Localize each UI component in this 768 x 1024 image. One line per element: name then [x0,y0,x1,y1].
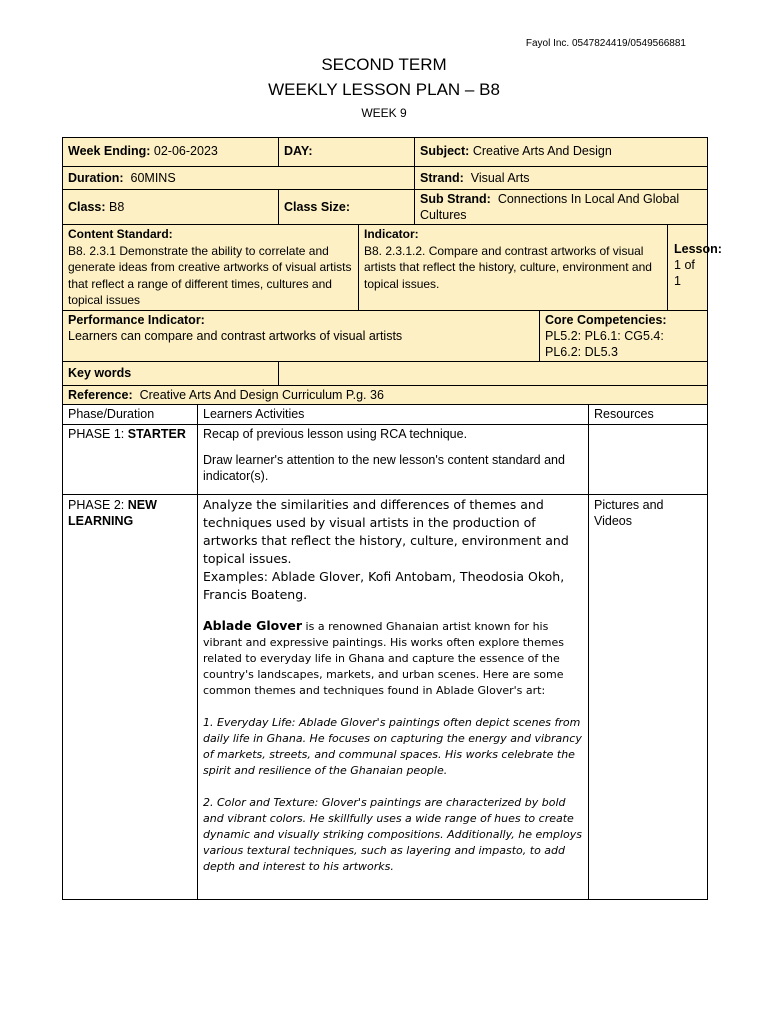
reference-value: Creative Arts And Design Curriculum P.g. 36 [139,387,384,402]
phase1-label: PHASE 1: [68,427,125,441]
class-value: B8 [109,200,125,214]
lesson-label: Lesson: [674,242,722,256]
theme-point-everyday-life: 1. Everyday Life: Ablade Glover's paintings often depict scenes from daily life in Ghana. He focuses on capturing the energy and vibrancy of markets, streets, and communal spaces. His works celebrate the spirit and resilience of the Ghanaian people. [203,716,582,777]
reference-label: Reference: [68,387,133,402]
theme-point-color-texture: 2. Color and Texture: Glover's paintings are characterized by bold and vibrant colors. He skillfully uses a wide range of hues to create dynamic and visually striking compositions. Additionally, he employs various textural techniques, such as layering and impasto, to add depth and interest to his artworks. [203,796,582,873]
phase1-activity-attention: Draw learner's attention to the new lesson's content standard and indicator(s). [203,453,565,483]
lesson-info-table [62,137,722,423]
header-contact-note: Fayol Inc. 0547824419/0549566881 [525,38,686,49]
class-label: Class: [68,200,106,214]
term-title: SECOND TERM [321,55,447,74]
indicator-value: B8. 2.3.1.2. Compare and contrast artworks of visual artists that reflect the history, culture, environment and topical issues. [364,243,652,291]
key-words-label: Key words [68,365,132,380]
phase1-resources [589,425,708,495]
sub-strand-label: Sub Strand: [420,192,491,206]
lesson-plan-title: WEEKLY LESSON PLAN – B8 [268,80,500,99]
subject-value: Creative Arts And Design [472,144,612,158]
phase1-label-bold: STARTER [127,427,186,441]
week-ending-label: Week Ending: [68,144,151,158]
phase2-intro: Analyze the similarities and differences of themes and techniques used by visual artists in the production of artworks that reflect the history, culture, environment and topical issues. [203,497,569,566]
strand-label: Strand: [420,171,464,185]
phase2-examples: Examples: Ablade Glover, Kofi Antobam, Theodosia Okoh, Francis Boateng. [203,569,565,602]
header-learners-activities: Learners Activities [198,405,589,425]
header-resources: Resources [589,405,708,425]
week-title: WEEK 9 [361,106,407,120]
core-competencies-value: PL5.2: PL6.1: CG5.4: PL6.2: DL5.3 [545,328,664,359]
phases-table [62,404,708,900]
performance-indicator-label: Performance Indicator: [68,312,205,327]
core-competencies-label: Core Competencies: [545,312,667,327]
indicator-label: Indicator: [364,227,419,241]
day-label: DAY: [284,144,313,158]
class-size-label: Class Size: [284,200,351,214]
header-phase-duration: Phase/Duration [63,405,198,425]
duration-value: 60MINS [130,171,176,185]
phase1-activity-recap: Recap of previous lesson using RCA technique. [203,427,468,441]
phase2-label: PHASE 2: [68,498,125,512]
duration-label: Duration: [68,171,124,185]
artist-name: Ablade Glover [203,618,303,633]
lesson-value: 1 of 1 [674,258,695,288]
week-ending-value: 02-06-2023 [153,144,218,158]
subject-label: Subject: [420,144,470,158]
strand-value: Visual Arts [470,171,530,185]
content-standard-label: Content Standard: [68,227,173,241]
phase2-resources: Pictures and Videos [594,498,664,528]
sub-strand-value: Connections In Local And Global Cultures [420,192,680,222]
content-standard-value: B8. 2.3.1 Demonstrate the ability to correlate and generate ideas from creative artworks of visual artists that reflect a range of different times, cultures and topical issues [68,243,352,307]
artist-description: is a renowned Ghanaian artist known for his vibrant and expressive paintings. His works often explore themes related to everyday life in Ghana and capture the essence of the country's landscapes, markets, and urban scenes. Here are some common themes and techniques found in Ablade Glover's art: [203,620,565,697]
key-words-value [279,361,708,385]
performance-indicator-value: Learners can compare and contrast artworks of visual artists [68,328,403,343]
phase2-label-bold: NEW LEARNING [68,498,157,528]
